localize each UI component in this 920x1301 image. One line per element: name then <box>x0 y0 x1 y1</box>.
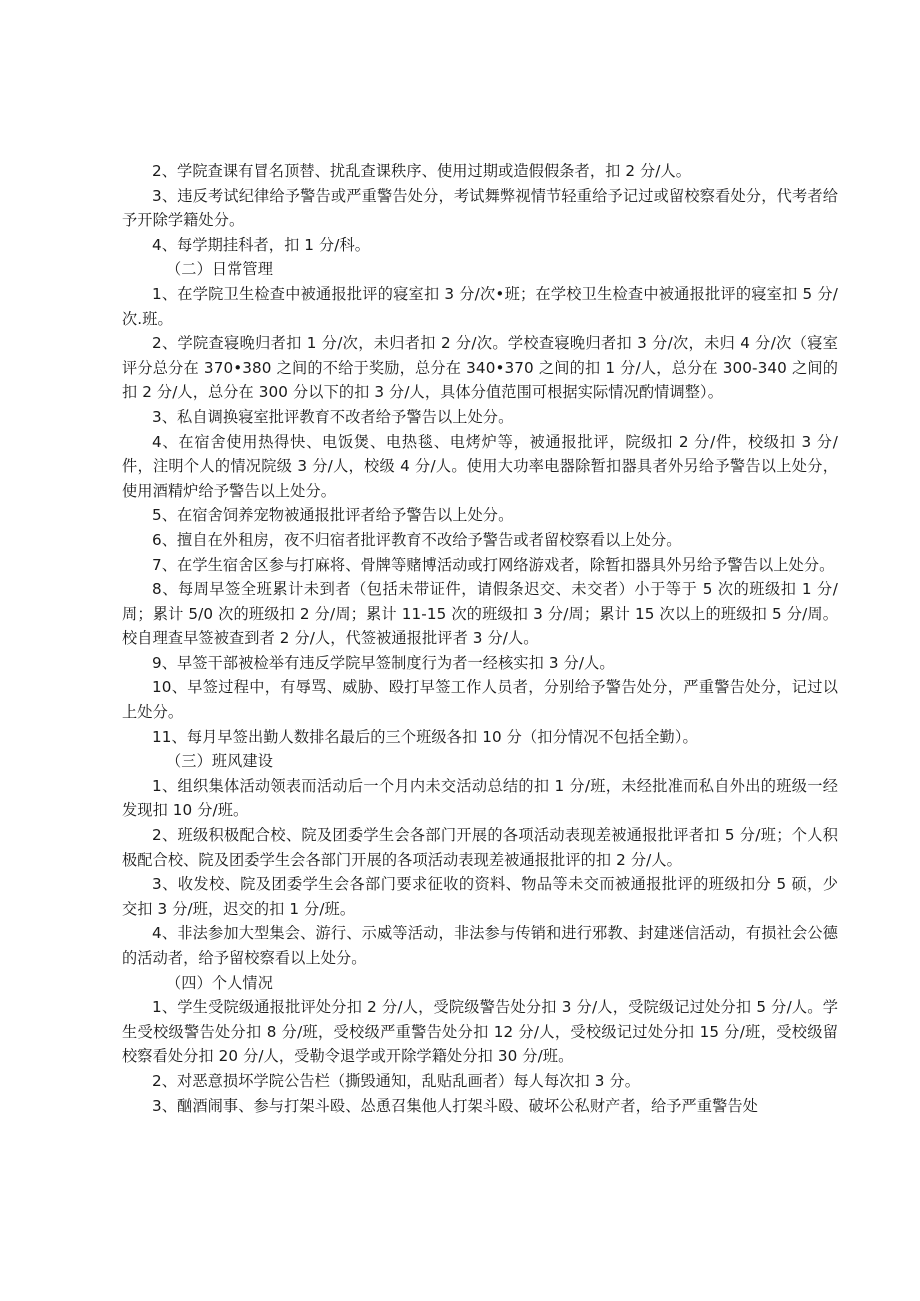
paragraph: 3、私自调换寝室批评教育不改者给予警告以上处分。 <box>152 407 514 426</box>
paragraph: 10、早签过程中，有辱骂、威胁、殴打早签工作人员者，分别给予警告处分，严重警告处分，记过以上处分。 <box>122 678 838 722</box>
section-heading: （四）个人情况 <box>166 973 274 992</box>
paragraph: 1、在学院卫生检查中被通报批评的寝室扣 3 分/次•班；在学校卫生检查中被通报批评的寝室扣 5 分/次.班。 <box>122 284 838 328</box>
paragraph: 4、每学期挂科者，扣 1 分/科。 <box>152 235 371 254</box>
paragraph: 2、学院查寝晚归者扣 1 分/次，未归者扣 2 分/次。学校查寝晚归者扣 3 分/次，未归 4 分/次（寝室评分总分在 370•380 之间的不给于奖励，总分在 340•370 之间的扣 1 分/人，总分在 300-340 之间的扣 2 分/人，总分在 300 分以下的扣 3 分/人，具体分值范围可根据实际情况酌情调整）。 <box>122 334 838 402</box>
paragraph: 1、组织集体活动领表而活动后一个月内未交活动总结的扣 1 分/班，未经批准而私自外出的班级一经发现扣 10 分/班。 <box>122 776 838 820</box>
section-heading: （二）日常管理 <box>166 260 274 279</box>
paragraph: 2、对恶意损坏学院公告栏（撕毁通知，乱贴乱画者）每人每次扣 3 分。 <box>152 1071 641 1090</box>
paragraph: 8、每周早签全班累计未到者（包括未带证件，请假条迟交、未交者）小于等于 5 次的班级扣 1 分/周；累计 5/0 次的班级扣 2 分/周；累计 11-15 次的班级扣 3 分/周；累计 15 次以上的班级扣 5 分/周。校自理查早签被查到者 2 分/人，代签被通报批评者 3 分/人。 <box>122 580 838 648</box>
paragraph: 11、每月早签出勤人数排名最后的三个班级各扣 10 分（扣分情况不包括全勤）。 <box>152 727 698 746</box>
paragraph: 4、在宿舍使用热得快、电饭煲、电热毯、电烤炉等，被通报批评，院级扣 2 分/件，校级扣 3 分/件，注明个人的情况院级 3 分/人，校级 4 分/人。使用大功率电器除暂扣器具者外另给予警告以上处分，使用酒精炉给予警告以上处分。 <box>122 432 838 500</box>
paragraph: 3、收发校、院及团委学生会各部门要求征收的资料、物品等未交而被通报批评的班级扣分 5 硕，少交扣 3 分/班，迟交的扣 1 分/班。 <box>122 875 838 918</box>
paragraph: 6、擅自在外租房，夜不归宿者批评教育不改给予警告或者留校察看以上处分。 <box>152 530 682 549</box>
paragraph: 1、学生受院级通报批评处分扣 2 分/人，受院级警告处分扣 3 分/人，受院级记过处分扣 5 分/人。学生受校级警告处分扣 8 分/班，受校级严重警告处分扣 12 分/人，受校级记过处分扣 15 分/班，受校级留校察看处分扣 20 分/人，受勒令退学或开除学籍处分扣 30 分/班。 <box>122 998 838 1066</box>
paragraph: 5、在宿舍饲养宠物被通报批评者给予警告以上处分。 <box>152 506 514 525</box>
paragraph: 3、违反考试纪律给予警告或严重警告处分，考试舞弊视情节轻重给予记过或留校察看处分，代考者给予开除学籍处分。 <box>122 186 838 230</box>
document-body <box>122 159 838 1118</box>
paragraph: 4、非法参加大型集会、游行、示威等活动，非法参与传销和进行邪教、封建迷信活动，有损社会公德的活动者，给予留校察看以上处分。 <box>122 924 838 967</box>
section-heading: （三）班风建设 <box>166 752 274 771</box>
paragraph: 7、在学生宿舍区参与打麻将、骨牌等赌博活动或打网络游戏者，除暂扣器具外另给予警告以上处分。 <box>152 555 835 574</box>
paragraph: 3、酗酒闹事、参与打架斗殴、怂恿召集他人打架斗殴、破坏公私财产者，给予严重警告处 <box>152 1096 758 1115</box>
paragraph: 2、班级积极配合校、院及团委学生会各部门开展的各项活动表现差被通报批评者扣 5 分/班；个人积极配合校、院及团委学生会各部门开展的各项活动表现差被通报批评的扣 2 分/人。 <box>122 826 838 869</box>
paragraph: 9、早签干部被检举有违反学院早签制度行为者一经核实扣 3 分/人。 <box>152 653 615 672</box>
paragraph: 2、学院查课有冒名顶替、扰乱查课秩序、使用过期或造假假条者，扣 2 分/人。 <box>152 162 692 180</box>
